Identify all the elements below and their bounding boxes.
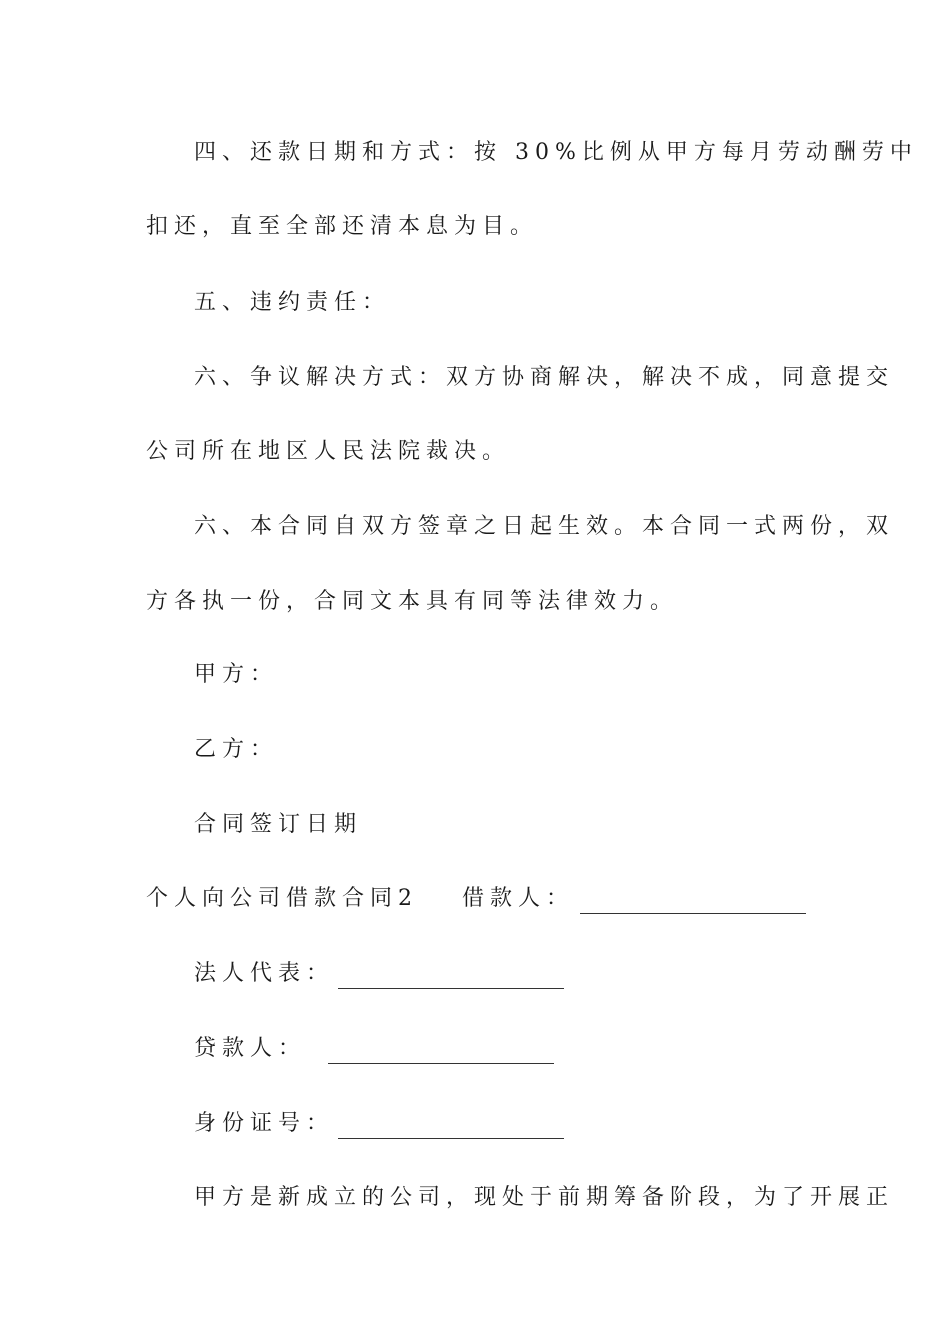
party-a-label: 甲方： [194, 662, 279, 687]
clause-5: 五、违约责任： [194, 290, 391, 315]
borrower-blank [580, 891, 806, 914]
id-number-line [194, 1109, 564, 1139]
clause-6a-line-2: 公司所在地区人民法院裁决。 [146, 439, 511, 464]
contract-2-header-line [146, 884, 806, 914]
clause-6b-line-1: 六、本合同自双方签章之日起生效。本合同一式两份，双 [194, 514, 895, 539]
clause-4-line-1: 四、还款日期和方式：按 30%比例从甲方每月劳动酬劳中 [194, 140, 918, 165]
borrower-label: 借款人： [462, 886, 575, 911]
clause-6a-line-1: 六、争议解决方式：双方协商解决，解决不成，同意提交 [194, 365, 895, 390]
id-number-blank [338, 1116, 564, 1139]
clause-6b-line-2: 方各执一份，合同文本具有同等法律效力。 [146, 589, 679, 614]
legal-rep-line [194, 959, 564, 989]
contract-2-title: 个人向公司借款合同2 [146, 886, 418, 911]
legal-rep-blank [338, 966, 564, 989]
lender-blank [328, 1041, 554, 1064]
clause-4-line-2: 扣还，直至全部还清本息为目。 [146, 214, 539, 239]
sign-date-label: 合同签订日期 [194, 812, 363, 837]
contract-2-intro: 甲方是新成立的公司，现处于前期筹备阶段，为了开展正 [194, 1185, 895, 1210]
legal-rep-label: 法人代表： [194, 961, 335, 986]
party-b-label: 乙方： [194, 737, 279, 762]
id-number-label: 身份证号： [194, 1111, 335, 1136]
lender-label: 贷款人： [194, 1036, 307, 1061]
lender-line [194, 1034, 554, 1064]
